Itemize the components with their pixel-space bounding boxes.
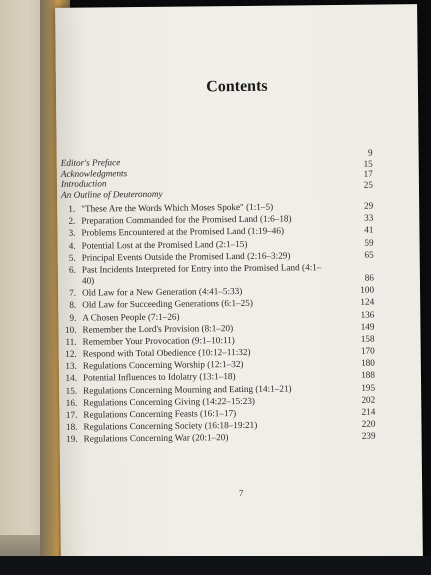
chapter-number: 15.	[65, 385, 78, 396]
chapter-title: "These Are the Words Which Moses Spoke" (1:1–5)	[81, 201, 274, 214]
chapter-title: Remember Your Provocation (9:1–10:11)	[82, 334, 235, 347]
chapter-number: 18.	[65, 421, 78, 433]
chapter-title: Respond with Total Obedience (10:12–11:32)	[82, 346, 251, 359]
chapter-number: 4.	[68, 240, 76, 251]
chapter-page: 180	[360, 357, 375, 368]
chapter-page: 202	[361, 394, 376, 405]
chapter-title: Regulations Concerning Mourning and Eating (14:1–21)	[83, 383, 292, 396]
front-matter-item: Acknowledgments	[60, 167, 128, 179]
chapter-page: 188	[361, 370, 376, 381]
chapter-page: 158	[360, 333, 375, 344]
chapter-number: 11.	[65, 336, 77, 347]
chapter-title: Old Law for Succeeding Generations (6:1–25)	[82, 298, 253, 310]
chapter-number: 13.	[65, 360, 77, 372]
chapter-number: 9.	[69, 312, 77, 323]
chapter-page: 149	[360, 321, 375, 332]
chapter-title: Regulations Concerning War (20:1–20)	[83, 432, 229, 445]
chapter-title: Regulations Concerning Giving (14:22–15:23)	[83, 395, 256, 408]
chapter-number: 8.	[69, 300, 77, 311]
front-matter-item: An Outline of Deuteronomy	[60, 188, 163, 200]
chapter-list	[57, 201, 380, 447]
chapter-number: 2.	[68, 215, 76, 226]
page-title: Contents	[206, 77, 268, 96]
front-matter-page: 17	[363, 168, 373, 179]
chapter-number: 5.	[68, 252, 76, 263]
chapter-page: 41	[364, 224, 374, 236]
chapter-number: 16.	[65, 397, 78, 408]
front-matter-pages	[343, 148, 373, 190]
chapter-title: Potential Lost at the Promised Land (2:1–15)	[81, 238, 248, 251]
chapter-number: 10.	[64, 324, 77, 335]
front-matter-item: Introduction	[60, 178, 107, 189]
chapter-title: Regulations Concerning Society (16:18–19:21)	[83, 420, 258, 432]
chapter-number: 17.	[65, 409, 78, 420]
chapter-title: Problems Encountered at the Promised Land (1:19–46)	[81, 225, 285, 239]
chapter-title: Potential Influences to Idolatry (13:1–18)	[82, 371, 236, 384]
chapter-page: 220	[361, 418, 376, 429]
chapter-page: 170	[360, 345, 375, 356]
chapter-title: Past Incidents Interpreted for Entry into the Promised Land (4:1–40)	[81, 262, 322, 286]
chapter-title: Principal Events Outside the Promised Land (2:16–3:29)	[81, 250, 291, 263]
chapter-page: 29	[363, 200, 374, 211]
chapter-title: Regulations Concerning Worship (12:1–32)	[82, 359, 244, 371]
front-matter-page: 25	[363, 179, 374, 190]
contents-page	[55, 4, 423, 566]
chapter-page: 239	[361, 430, 376, 442]
front-matter-item: Editor's Preface	[60, 157, 121, 168]
chapter-page: 65	[364, 249, 374, 260]
chapter-page: 124	[360, 296, 375, 308]
chapter-number: 1.	[68, 203, 76, 214]
front-matter-page: 15	[363, 158, 373, 169]
front-matter-page: 9	[367, 147, 373, 158]
chapter-row	[60, 431, 380, 445]
chapter-number: 3.	[68, 228, 76, 239]
chapter-title: A Chosen People (7:1–26)	[82, 311, 180, 323]
chapter-number: 14.	[65, 373, 78, 384]
chapter-row	[58, 261, 378, 286]
chapter-title: Regulations Concerning Feasts (16:1–17)	[83, 408, 237, 420]
chapter-page: 214	[361, 406, 376, 417]
chapter-page: 195	[361, 382, 376, 393]
chapter-number: 6.	[68, 264, 76, 275]
page-number: 7	[238, 487, 244, 499]
chapter-title: Old Law for a New Generation (4:41–5:33)	[82, 286, 243, 298]
chapter-page: 86	[364, 272, 374, 283]
chapter-page: 100	[360, 284, 375, 295]
chapter-number: 7.	[69, 287, 77, 298]
chapter-title: Preparation Commanded for the Promised Land (1:6–18)	[81, 213, 292, 226]
chapter-page: 136	[360, 309, 375, 320]
chapter-number: 12.	[65, 348, 77, 359]
chapter-number: 19.	[66, 434, 78, 445]
front-matter-list	[61, 155, 361, 200]
chapter-page: 59	[364, 237, 374, 248]
table-surface	[0, 556, 431, 575]
chapter-title: Remember the Lord's Provision (8:1–20)	[82, 322, 234, 335]
chapter-page: 33	[364, 212, 374, 223]
